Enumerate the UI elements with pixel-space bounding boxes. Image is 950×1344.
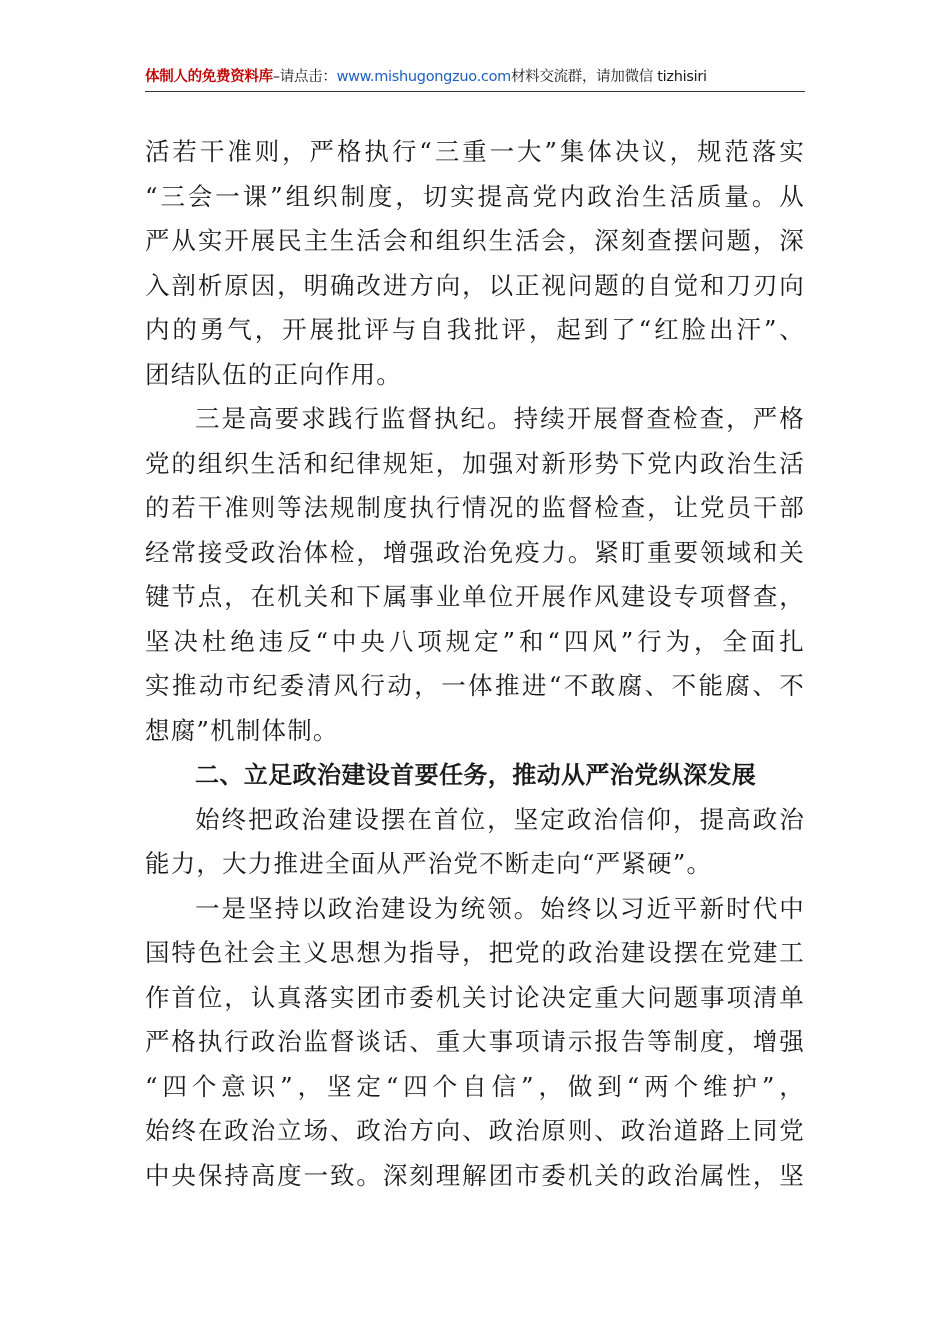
text-line: 活若干准则，严格执行“三重一大”集体决议，规范落实	[145, 137, 805, 166]
text-line: 严格执行政治监督谈话、重大事项请示报告等制度，增强	[145, 1027, 805, 1056]
text-line: 党的组织生活和纪律规矩，加强对新形势下党内政治生活	[145, 448, 805, 478]
text-line: 中央保持高度一致。深刻理解团市委机关的政治属性，坚	[145, 1160, 805, 1190]
text-line: 想腐”机制体制。	[145, 715, 339, 745]
section-heading: 二、立足政治建设首要任务，推动从严治党纵深发展	[195, 761, 757, 789]
text-line: 内的勇气，开展批评与自我批评，起到了“红脸出汗”、	[145, 315, 805, 344]
text-line: 键节点，在机关和下属事业单位开展作风建设专项督查，	[145, 582, 805, 611]
text-line: 实推动市纪委清风行动，一体推进“不敢腐、不能腐、不	[145, 671, 805, 700]
text-line: 入剖析原因，明确改进方向，以正视问题的自觉和刀刃向	[145, 270, 805, 300]
document-body	[145, 130, 805, 1198]
text-line: 始终在政治立场、政治方向、政治原则、政治道路上同党	[145, 1116, 805, 1145]
text-line: 作首位，认真落实团市委机关讨论决定重大问题事项清单	[145, 982, 805, 1012]
text-line: 坚决杜绝违反“中央八项规定”和“四风”行为，全面扎	[145, 626, 805, 656]
text-line: 经常接受政治体检，增强政治免疫力。紧盯重要领域和关	[145, 537, 805, 567]
text-line: 的若干准则等法规制度执行情况的监督检查，让党员干部	[145, 493, 805, 522]
header-prompt: –请点击：	[272, 69, 337, 85]
header-url-link[interactable]: www.mishugongzuo.com	[336, 69, 511, 85]
text-line: 国特色社会主义思想为指导，把党的政治建设摆在党建工	[145, 938, 805, 967]
header-contact: 材料交流群，请加微信 tizhisiri	[510, 69, 707, 85]
text-line: 严从实开展民主生活会和组织生活会，深刻查摆问题，深	[145, 226, 805, 255]
header-divider	[145, 91, 805, 92]
page-header	[145, 66, 805, 88]
text-line: 一是坚持以政治建设为统领。始终以习近平新时代中	[195, 893, 805, 923]
text-line: 三是高要求践行监督执纪。持续开展督查检查，严格	[195, 404, 805, 433]
text-line: 始终把政治建设摆在首位，坚定政治信仰，提高政治	[195, 804, 805, 834]
header-brand: 体制人的免费资料库	[145, 69, 273, 85]
text-line: “三会一课”组织制度，切实提高党内政治生活质量。从	[145, 181, 805, 211]
text-line: 团结队伍的正向作用。	[145, 359, 402, 389]
text-line: “四个意识”，坚定“四个自信”，做到“两个维护”，	[145, 1071, 805, 1101]
text-line: 能力，大力推进全面从严治党不断走向“严紧硬”。	[145, 849, 713, 878]
